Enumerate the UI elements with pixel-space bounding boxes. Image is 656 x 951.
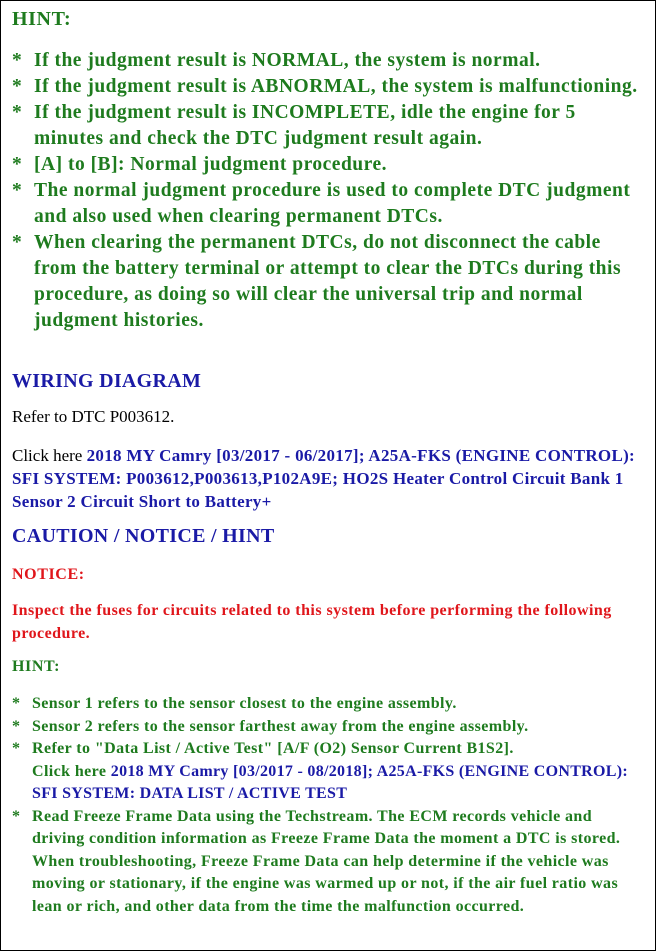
notice-heading: NOTICE: — [12, 566, 85, 583]
hint-item-judgment — [12, 178, 642, 230]
click-here-text: Click here — [12, 446, 83, 465]
hint-item-text: When clearing the permanent DTCs, do not disconnect the cable from the battery terminal or attempt to clear the DTCs during this procedure, as doing so will clear the universal trip and normal judgment histories. — [34, 232, 622, 331]
hint-item-text: If the judgment result is INCOMPLETE, idle the engine for 5 minutes and check the DTC judgment result again. — [34, 102, 576, 149]
bullet-marker: * — [12, 740, 21, 757]
hint2-item-sensor1 — [12, 693, 644, 716]
caution-notice-hint-heading: CAUTION / NOTICE / HINT — [12, 525, 275, 547]
wiring-diagram-heading: WIRING DIAGRAM — [12, 370, 202, 392]
bullet-marker: * — [12, 50, 23, 71]
hint-heading: HINT: — [12, 8, 72, 30]
hint2-item-freeze-frame — [12, 806, 644, 919]
hint2-item-text: Refer to "Data List / Active Test" [A/F (O2) Sensor Current B1S2]. — [32, 740, 514, 757]
click-here-text: Click here — [32, 762, 107, 780]
hint-item-incomplete — [12, 100, 642, 152]
hint-item-abnormal — [12, 74, 642, 100]
bullet-marker: * — [12, 154, 23, 175]
hint2-item-text: Read Freeze Frame Data using the Techstream. The ECM records vehicle and driving condition information as Freeze Frame Data the moment a DTC is stored. When troubleshooting, Freeze Frame Data can help determine if the vehicle was moving or stationary, if the engine was warmed up or not, if the air fuel ratio was lean or rich, and other data from the time the malfunction occurred. — [32, 807, 621, 915]
notice-text: Inspect the fuses for circuits related to this system before performing the following procedure. — [12, 602, 612, 642]
bullet-marker: * — [12, 717, 21, 735]
hint-list-2 — [12, 693, 644, 918]
wiring-refer-text: Refer to DTC P003612. — [12, 407, 175, 426]
data-list-link[interactable]: 2018 MY Camry [03/2017 - 08/2018]; A25A-FKS (ENGINE CONTROL): SFI SYSTEM: DATA LIST / ACTIVE TEST — [32, 762, 628, 802]
hint-heading-2: HINT: — [12, 658, 61, 675]
hint-item-text: If the judgment result is ABNORMAL, the system is malfunctioning. — [34, 76, 638, 97]
bullet-marker: * — [12, 102, 23, 123]
hint-item-text: The normal judgment procedure is used to complete DTC judgment and also used when clearing permanent DTCs. — [34, 180, 631, 227]
hint2-item-text: Sensor 2 refers to the sensor farthest away from the engine assembly. — [32, 717, 529, 735]
bullet-marker: * — [12, 807, 21, 825]
bullet-marker: * — [12, 76, 23, 97]
hint-item-normal — [12, 48, 642, 74]
hint2-item-sensor2 — [12, 716, 644, 739]
hint-item-procedure — [12, 152, 642, 178]
bullet-marker: * — [12, 232, 23, 253]
hint2-item-data-list — [12, 738, 644, 806]
wiring-click-paragraph — [12, 444, 644, 513]
bullet-marker: * — [12, 695, 21, 712]
bullet-marker: * — [12, 180, 23, 201]
hint-list — [12, 48, 642, 334]
hint2-item-text: Sensor 1 refers to the sensor closest to the engine assembly. — [32, 695, 457, 712]
hint-item-clearing — [12, 230, 642, 334]
hint-item-text: If the judgment result is NORMAL, the system is normal. — [34, 50, 541, 71]
hint-item-text: [A] to [B]: Normal judgment procedure. — [34, 154, 387, 175]
wiring-diagram-link[interactable]: 2018 MY Camry [03/2017 - 06/2017]; A25A-FKS (ENGINE CONTROL): SFI SYSTEM: P003612,P003613,P102A9E; HO2S Heater Control Circuit Bank 1 Sensor 2 Circuit Short to Battery+ — [12, 446, 636, 511]
